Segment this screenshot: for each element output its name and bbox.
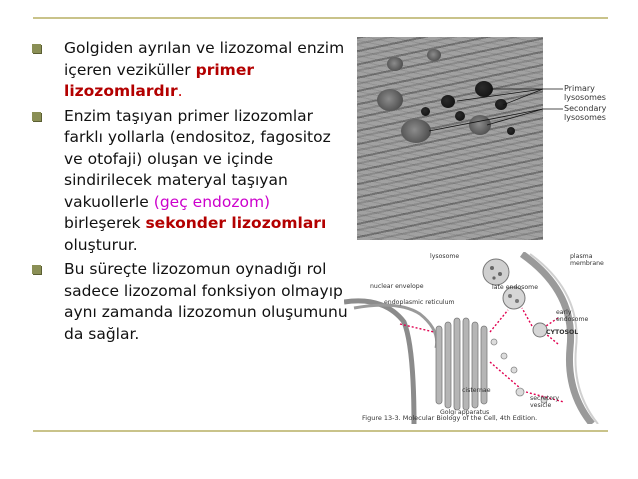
bullet-1-period: . [177,82,183,100]
bullet-2-text-b: birleşerek [64,214,146,232]
bullet-3-text: Bu süreçte lizozomun oynadığı rol sadece lizozomal fonksiyon olmayıp aynı zamanda lizozomun oluşumunu da sağlar. [64,260,348,343]
bullet-2-late-endosome: (geç endozom) [153,192,271,211]
label-nuclear-envelope: nuclear envelope [370,283,424,290]
micrograph-leader-lines [543,80,563,120]
bottom-divider [33,430,608,432]
micrograph-pointer-lines [357,37,543,240]
nuclear-envelope-shape [344,301,414,424]
lysosome-shape [483,259,509,285]
bullet-square-icon [32,112,41,121]
label-golgi: Golgi apparatus [440,409,490,416]
label-vesicle-2: vesicle [530,402,552,409]
lysosome-pathway-diagram [344,252,616,424]
label-lysosome: lysosome [430,253,460,260]
electron-micrograph [357,37,543,240]
label-plasma-membrane-2: membrane [570,260,604,267]
label-vesicle-1: secretory [530,395,560,402]
label-secondary-lysosomes: Secondary lysosomes [564,104,607,122]
bullet-list [20,38,350,348]
label-cytosol: CYTOSOL [546,329,579,336]
bullet-1-text: Golgiden ayrılan ve lizozomal enzim içeren veziküller [64,39,345,79]
bullet-item-2 [20,106,350,257]
bullet-2-text-a: Enzim taşıyan primer lizozomlar farklı yollarla (endositoz, fagositoz ve otofaji) oluşan ve içinde sindirilecek materyal taşıyan vakuollerle [64,106,331,211]
bullet-square-icon [32,265,41,274]
label-primary-lysosomes: Primary lysosomes [564,84,606,102]
label-early-endosome-1: early [556,309,572,316]
label-plasma-membrane-1: plasma [570,253,593,260]
bullet-item-3 [20,259,350,345]
figure-caption: Figure 13-3. Molecular Biology of the Cell, 4th Edition. [362,414,538,422]
golgi-stack [436,318,487,410]
bullet-1-emphasis: primer lizozomlardır [64,60,254,100]
label-late-endosome: late endosome [492,284,538,291]
label-er: endoplasmic reticulum [384,299,455,306]
early-endosome-shape [533,323,547,337]
bullet-square-icon [32,44,41,53]
label-early-endosome-2: endosome [556,316,589,323]
bullet-2-secondary-lysosomes: sekonder lizozomları [145,214,327,232]
top-divider [33,17,608,19]
bullet-item-1 [20,38,350,103]
label-cisternae: cisternae [462,387,491,394]
bullet-2-text-c: oluşturur. [64,235,138,254]
